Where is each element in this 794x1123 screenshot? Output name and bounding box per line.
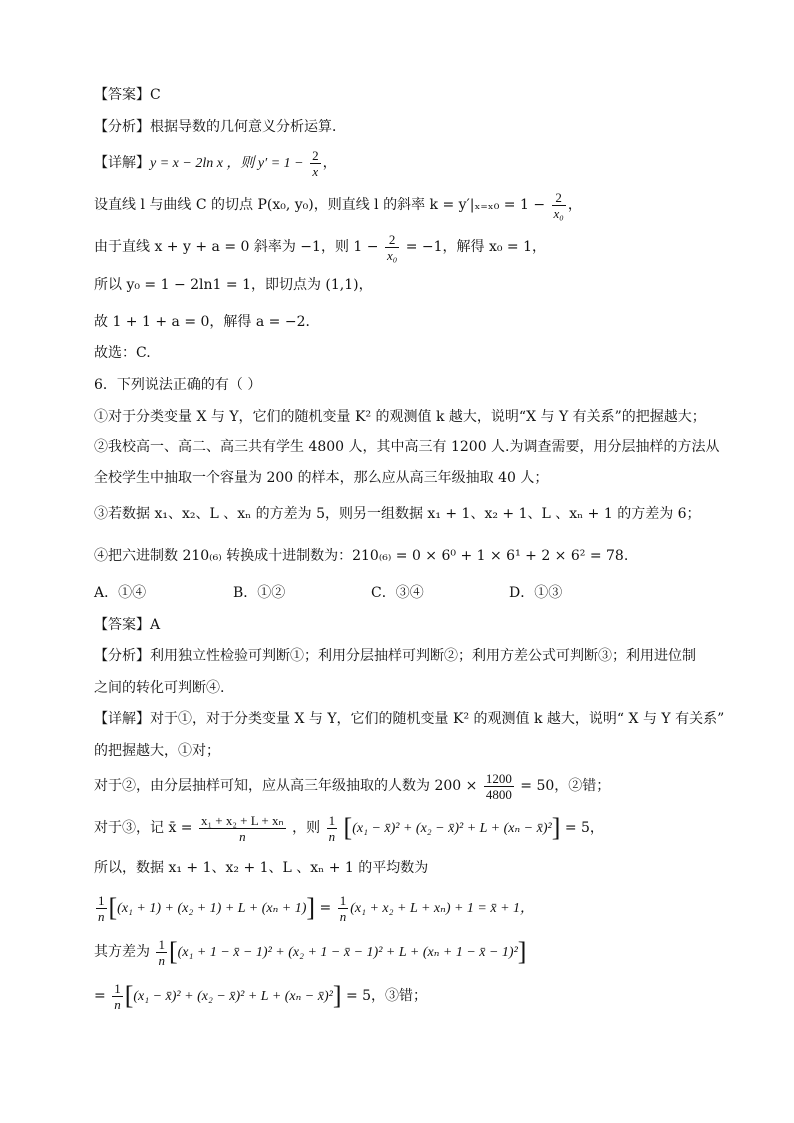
option-c: C．③④ [371,585,424,601]
q6-statement-2b: 全校学生中抽取一个容量为 200 的样本，那么应从高三年级抽取 40 人； [94,470,549,486]
analysis-tag: 【分析】 [94,119,150,135]
q6-analysis-line-2: 之间的转化可判断④. [94,680,225,696]
answer-value: A [150,617,161,633]
q6-detail-line-2: 的把握越大，①对； [94,743,220,759]
q5-answer-line [94,84,734,106]
q6-detail-line-4: 对于③，记 x̄ = $\frac{\text{x₁ + x₂ + L + xₙ}}{n}$ ，则 $\frac{1}{n}$ [(x₁ − x̄)² + (x₂ − x̄)² + L + (xₙ − x̄)²] = 5， [94,812,604,844]
q6-statement-1: ①对于分类变量 X 与 Y，它们的随机变量 K² 的观测值 k 越大，说明“X 与 Y 有关系”的把握越大； [94,409,706,425]
fraction: $\frac{2}{\text{x₀}}$ [553,189,564,221]
option-b: B．①② [233,585,286,601]
q5-detail-line-5 [94,311,734,333]
option-d: D．①③ [509,585,563,601]
fraction: $\frac{1200}{4800}$ [485,770,512,802]
q6-statement-3: ③若数据 x₁、x₂、L 、xₙ 的方差为 5，则另一组数据 x₁ + 1、x₂ + 1、L 、xₙ + 1 的方差为 6； [94,506,701,522]
tangent-point-text: 所以 y₀ = 1 − 2ln1 = 1，即切点为 (1,1)， [94,277,373,293]
derivative-expr: y = x − 2ln x ，则 y′ = 1 − [150,156,304,171]
q6-stem: 6．下列说法正确的有（ ） [94,377,262,393]
q6-detail-line-3: 对于②，由分层抽样可知，应从高三年级抽取的人数为 200 × $\frac{1200}{4800}$ = 50，②错； [94,770,611,802]
q5-detail-line-3: 由于直线 x + y + a = 0 斜率为 −1，则 1 − $\frac{2}{\text{x₀}}$ = −1，解得 x₀ = 1， [94,231,547,263]
q6-detail-line-5: 所以，数据 x₁ + 1、x₂ + 1、L 、xₙ + 1 的平均数为 [94,860,429,876]
tangent-text: 设直线 l 与曲线 C 的切点 P(x₀, y₀)，则直线 l 的斜率 k = y′|ₓ₌ₓ₀ = 1 − [94,197,546,213]
answer-tag: 【答案】 [94,87,150,103]
q5-detail-line-4 [94,274,734,296]
fraction: $\frac{2}{x}$ [312,147,319,179]
fraction: $\frac{1}{n}$ [114,980,121,1012]
choose-text: 故选：C. [94,345,151,361]
q6-detail-line-8: = $\frac{1}{n}$ [(x₁ − x̄)² + (x₂ − x̄)² + L + (xₙ − x̄)²] = 5，③错； [94,980,428,1012]
q6-detail-line-7: 其方差为 $\frac{1}{n}$ [(x₁ + 1 − x̄ − 1)² + (x₂ + 1 − x̄ − 1)² + L + (xₙ + 1 − x̄ − 1)²] [94,936,527,968]
slope-text: 由于直线 x + y + a = 0 斜率为 −1，则 1 − [94,239,379,255]
q6-detail-line-6: $\frac{1}{n}$ [(x₁ + 1) + (x₂ + 1) + L + (xₙ + 1)] = $\frac{1}{n}$ (x₁ + x₂ + L + xₙ) + 1 = x̄ + 1， [98,892,535,924]
solve-a-text: 故 1 + 1 + a = 0，解得 a = −2． [94,314,320,330]
q5-analysis-line [94,116,734,138]
answer-value: C [150,87,161,103]
option-a: A．①④ [94,585,147,601]
q5-choose-line [94,342,734,364]
q5-detail-line-1: 【详解】y = x − 2ln x ，则 y′ = 1 − $\frac{2}{x}$ ， [94,147,337,179]
fraction: $\frac{1}{n}$ [98,892,105,924]
q6-detail-line-1: 【详解】对于①，对于分类变量 X 与 Y，它们的随机变量 K² 的观测值 k 越大，说明“ X 与 Y 有关系” [94,711,725,727]
q6-statement-2a: ②我校高一、高二、高三共有学生 4800 人，其中高三有 1200 人.为调查需要，用分层抽样的方法从 [94,439,720,455]
q6-answer-line: 【答案】A [94,617,161,633]
q5-detail-line-2: 设直线 l 与曲线 C 的切点 P(x₀, y₀)，则直线 l 的斜率 k = y′|ₓ₌ₓ₀ = 1 − $\frac{2}{\text{x₀}}$ ， [94,189,582,221]
analysis-text: 根据导数的几何意义分析运算． [150,119,346,135]
fraction: $\frac{1}{n}$ [158,936,165,968]
fraction: $\frac{2}{\text{x₀}}$ [386,231,398,263]
q6-statement-4: ④把六进制数 210₍₆₎ 转换成十进制数为：210₍₆₎ = 0 × 6⁰ + 1 × 6¹ + 2 × 6² = 78. [94,548,629,564]
fraction: $\frac{1}{n}$ [339,892,347,924]
detail-tag: 【详解】 [94,155,150,171]
fraction: $\frac{\text{x₁ + x₂ + L + xₙ}}{n}$ [200,812,284,844]
q6-analysis-line-1: 【分析】利用独立性检验可判断①；利用分层抽样可判断②；利用方差公式可判断③；利用进位制 [94,648,696,664]
fraction: $\frac{1}{n}$ [328,812,336,844]
